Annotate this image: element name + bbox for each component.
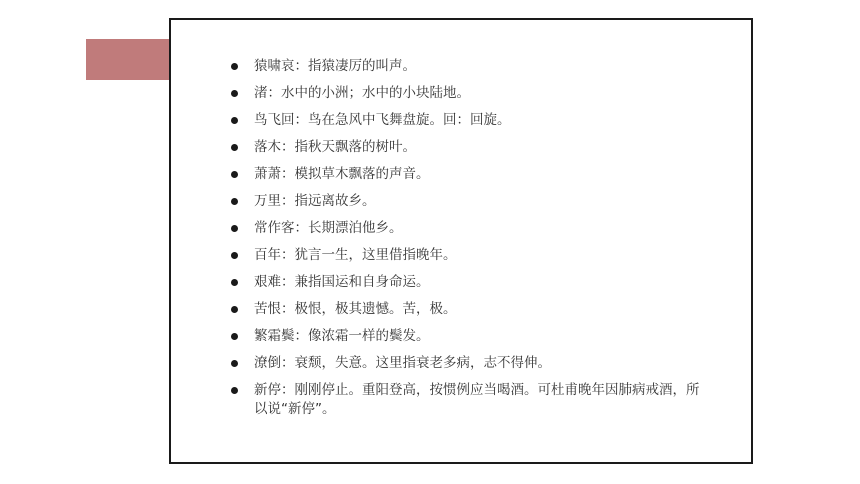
bullet-icon (231, 360, 238, 367)
note-text: 繁霜鬓：像浓霜一样的鬓发。 (254, 328, 430, 344)
list-item (230, 300, 700, 319)
list-item (230, 192, 700, 211)
list-item (230, 57, 700, 76)
list-item (230, 84, 700, 103)
note-text: 猿啸哀：指猿凄厉的叫声。 (254, 58, 416, 74)
note-text: 百年：犹言一生，这里借指晚年。 (254, 247, 457, 263)
list-item (230, 327, 700, 346)
note-text: 万里：指远离故乡。 (254, 193, 376, 209)
bullet-icon (231, 306, 238, 313)
bullet-icon (231, 387, 238, 394)
bullet-icon (231, 225, 238, 232)
note-text: 常作客：长期漂泊他乡。 (254, 220, 403, 236)
notes-list (230, 57, 700, 427)
bullet-icon (231, 63, 238, 70)
list-item (230, 354, 700, 373)
note-text: 鸟飞回：鸟在急风中飞舞盘旋。回：回旋。 (254, 112, 511, 128)
list-item (230, 246, 700, 265)
note-text: 落木：指秋天飘落的树叶。 (254, 139, 416, 155)
list-item (230, 111, 700, 130)
list-item (230, 273, 700, 292)
list-item (230, 138, 700, 157)
list-item (230, 165, 700, 184)
bullet-icon (231, 117, 238, 124)
note-text: 苦恨：极恨，极其遗憾。苦，极。 (254, 301, 457, 317)
bullet-icon (231, 171, 238, 178)
note-text: 艰难：兼指国运和自身命运。 (254, 274, 430, 290)
note-text: 渚：水中的小洲；水中的小块陆地。 (254, 85, 470, 101)
bullet-icon (231, 333, 238, 340)
list-item (230, 381, 700, 419)
note-text: 新停：刚刚停止。重阳登高，按惯例应当喝酒。可杜甫晚年因肺病戒酒，所以说“新停”。 (254, 382, 700, 417)
bullet-icon (231, 252, 238, 259)
bullet-icon (231, 144, 238, 151)
note-text: 潦倒：衰颓，失意。这里指衰老多病，志不得伸。 (254, 355, 551, 371)
list-item (230, 219, 700, 238)
note-text: 萧萧：模拟草木飘落的声音。 (254, 166, 430, 182)
bullet-icon (231, 198, 238, 205)
bullet-icon (231, 279, 238, 286)
bullet-icon (231, 90, 238, 97)
